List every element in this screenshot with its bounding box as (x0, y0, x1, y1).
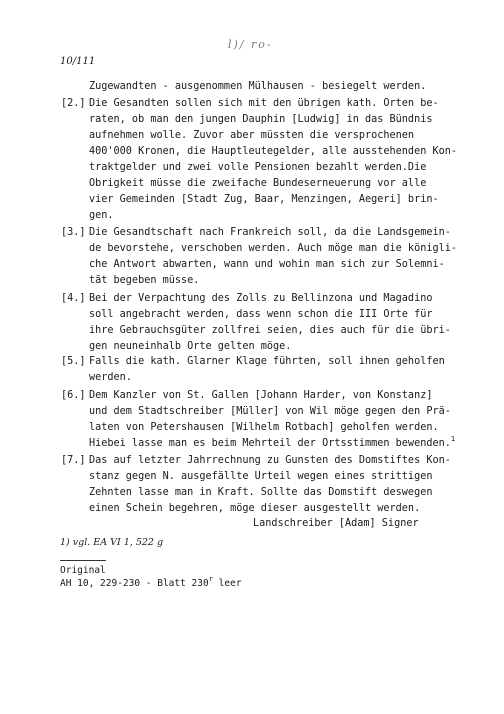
source-reference-text: AH 10, 229-230 - Blatt 230 (60, 578, 209, 589)
item-2-line: Obrigkeit müsse die zweifache Bundeserneuerung vor alle (89, 178, 427, 189)
sheet-side: r (208, 575, 213, 583)
item-6-line: und dem Stadtschreiber [Müller] von Wil möge gegen den Prä- (89, 406, 451, 417)
item-6-line (89, 437, 455, 451)
footnote-marker: 1 (450, 435, 456, 443)
signature: Landschreiber [Adam] Signer (253, 518, 419, 529)
item-6-line: Dem Kanzler von St. Gallen [Johann Harder, von Konstanz] (89, 390, 433, 401)
item-4-number: [4.] (61, 293, 86, 304)
item-3-number: [3.] (61, 227, 86, 238)
item-2-line: Die Gesandten sollen sich mit den übrigen kath. Orten be- (89, 98, 439, 109)
item-2-line: aufnehmen wolle. Zuvor aber müssten die versprochenen (89, 130, 415, 141)
item-4-line: ihre Gebrauchsgüter zollfrei seien, dies auch für die übri- (89, 325, 451, 336)
item-3-line: tät begeben müsse. (89, 275, 200, 286)
item-4-line: Bei der Verpachtung des Zolls zu Bellinzona und Magadino (89, 293, 433, 304)
item-2-line: raten, ob man den jungen Dauphin [Ludwig] in das Bündnis (89, 114, 433, 125)
footnote: 1) vgl. EA VI 1, 522 g (60, 537, 164, 548)
item-7-line: stanz gegen N. ausgefällte Urteil wegen eines strittigen (89, 471, 433, 482)
footnote-divider (60, 560, 106, 561)
item-7-line: einen Schein begehren, möge dieser ausgestellt werden. (89, 503, 421, 514)
item-5-line: werden. (89, 372, 132, 383)
continuation-line: Zugewandten - ausgenommen Mülhausen - besiegelt werden. (89, 81, 427, 92)
item-7-line: Das auf letzter Jahrrechnung zu Gunsten des Domstiftes Kon- (89, 455, 451, 466)
source-label: Original (60, 565, 106, 576)
source-reference (60, 575, 242, 590)
item-4-line: soll angebracht werden, dass wenn schon die III Orte für (89, 309, 433, 320)
item-2-line: vier Gemeinden [Stadt Zug, Baar, Menzingen, Aegeri] brin- (89, 194, 439, 205)
item-7-line: Zehnten lasse man in Kraft. Sollte das Domstift deswegen (89, 487, 433, 498)
item-3-line: de bevorstehe, verschoben werden. Auch möge man die königli- (89, 243, 458, 254)
item-2-line: traktgelder und zwei volle Pensionen bezahlt werden.Die (89, 162, 427, 173)
item-7-number: [7.] (61, 455, 86, 466)
page-id: 10/111 (60, 56, 96, 67)
item-4-line: gen neuneinhalb Orte gelten möge. (89, 341, 292, 352)
item-6-number: [6.] (61, 390, 86, 401)
item-5-line: Falls die kath. Glarner Klage führten, soll ihnen geholfen (89, 356, 445, 367)
item-3-line: Die Gesandtschaft nach Frankreich soll, da die Landsgemein- (89, 227, 451, 238)
item-5-number: [5.] (61, 356, 86, 367)
item-2-line: gen. (89, 210, 114, 221)
item-6-line: laten von Petershausen [Wilhelm Rotbach] geholfen werden. (89, 422, 439, 433)
source-note: leer (218, 578, 242, 589)
item-6-line-text: Hiebei lasse man es beim Mehrteil der Ortsstimmen bewenden. (89, 438, 451, 449)
item-3-line: che Antwort abwarten, wann und wohin man sich zur Solemni- (89, 259, 445, 270)
item-2-number: [2.] (61, 98, 86, 109)
item-2-line: 400'000 Kronen, die Hauptleutegelder, alle ausstehenden Kon- (89, 146, 458, 157)
handwritten-note: l)/ ro- (228, 38, 273, 51)
